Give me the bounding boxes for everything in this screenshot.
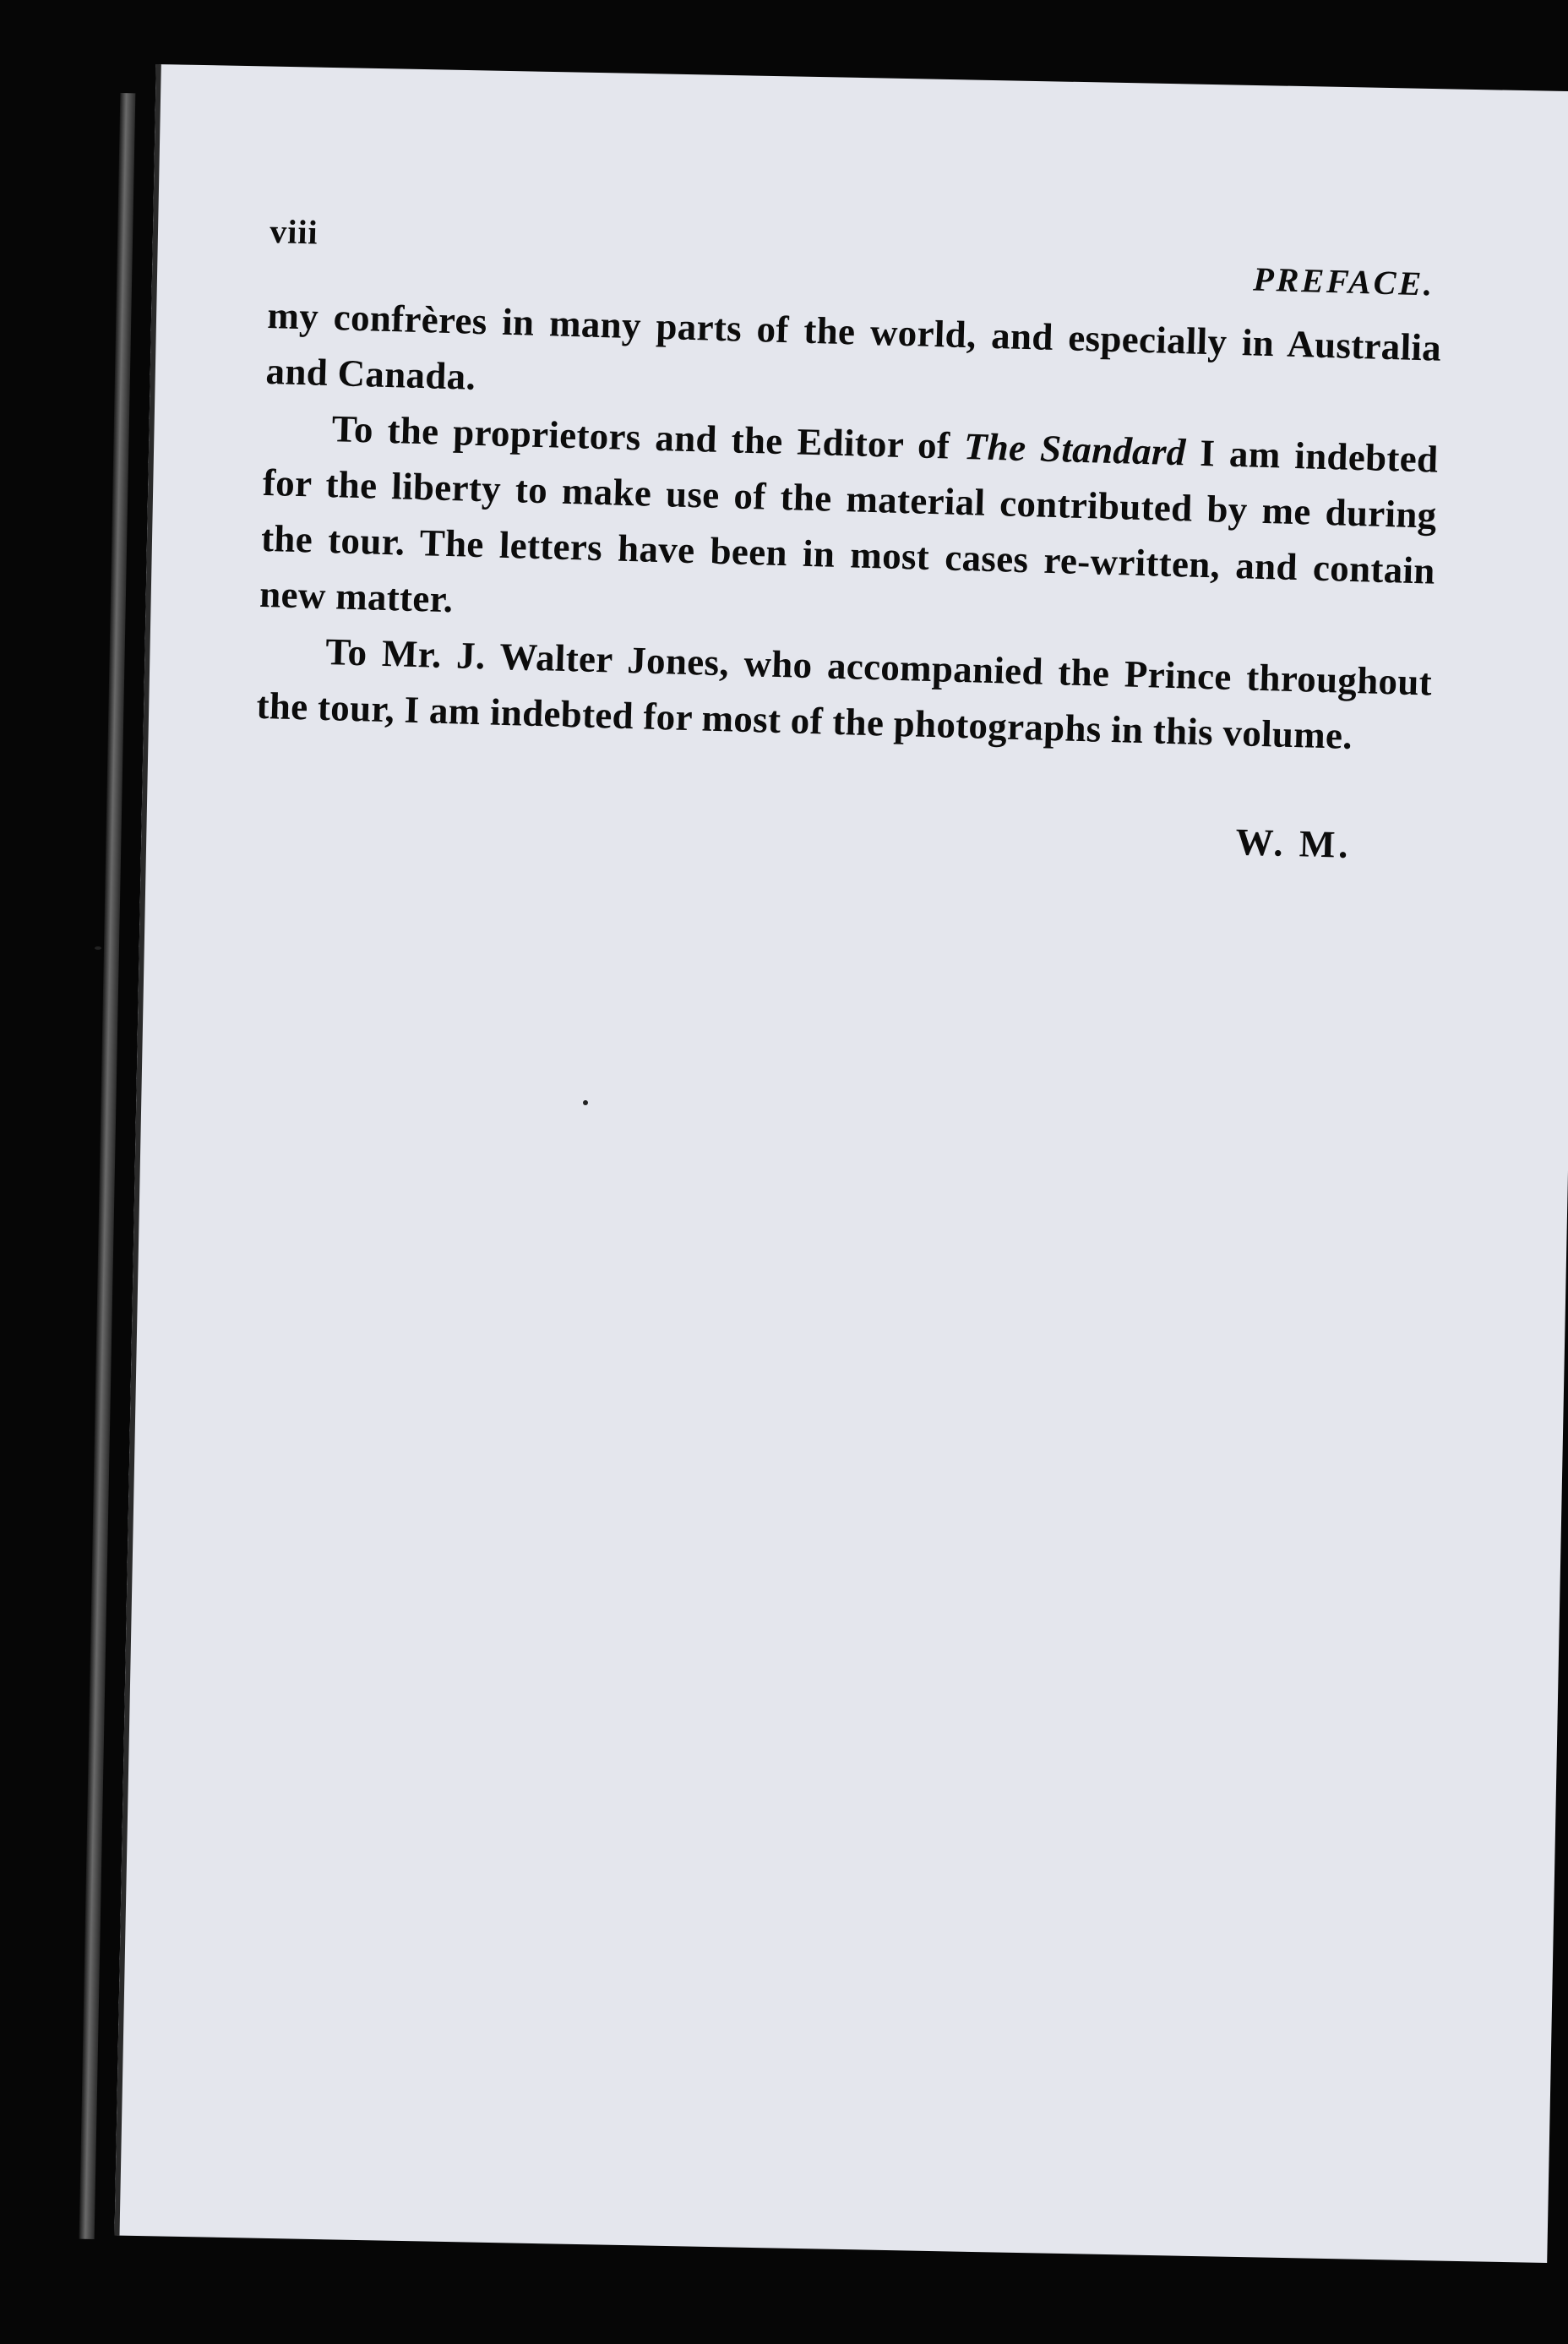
dust-speck — [583, 1100, 588, 1105]
author-initials: W. M. — [1234, 820, 1353, 867]
section-title: PREFACE. — [1252, 259, 1435, 303]
paragraph-standard-lead: To the proprietors and the Editor of — [331, 407, 965, 468]
publication-title: The Standard — [963, 425, 1187, 474]
paragraph-continuation: my confrères in many parts of the world, and especially in Australia and Canada. — [265, 293, 1442, 398]
paragraph-standard-rest: I am indebted for the liberty to make use of the material contributed by me during the tour. The letters have been in most cases re-written, and contain new matter. — [259, 431, 1440, 621]
paragraph-standard-acknowledgement — [259, 399, 1439, 655]
page-number: viii — [269, 211, 319, 252]
dust-speck — [95, 946, 101, 950]
page-content — [253, 211, 1444, 869]
paragraph-photographs-acknowledgement: To Mr. J. Walter Jones, who accompanied the Prince throughout the tour, I am indebted for most of the photographs in this volume. — [255, 630, 1433, 757]
